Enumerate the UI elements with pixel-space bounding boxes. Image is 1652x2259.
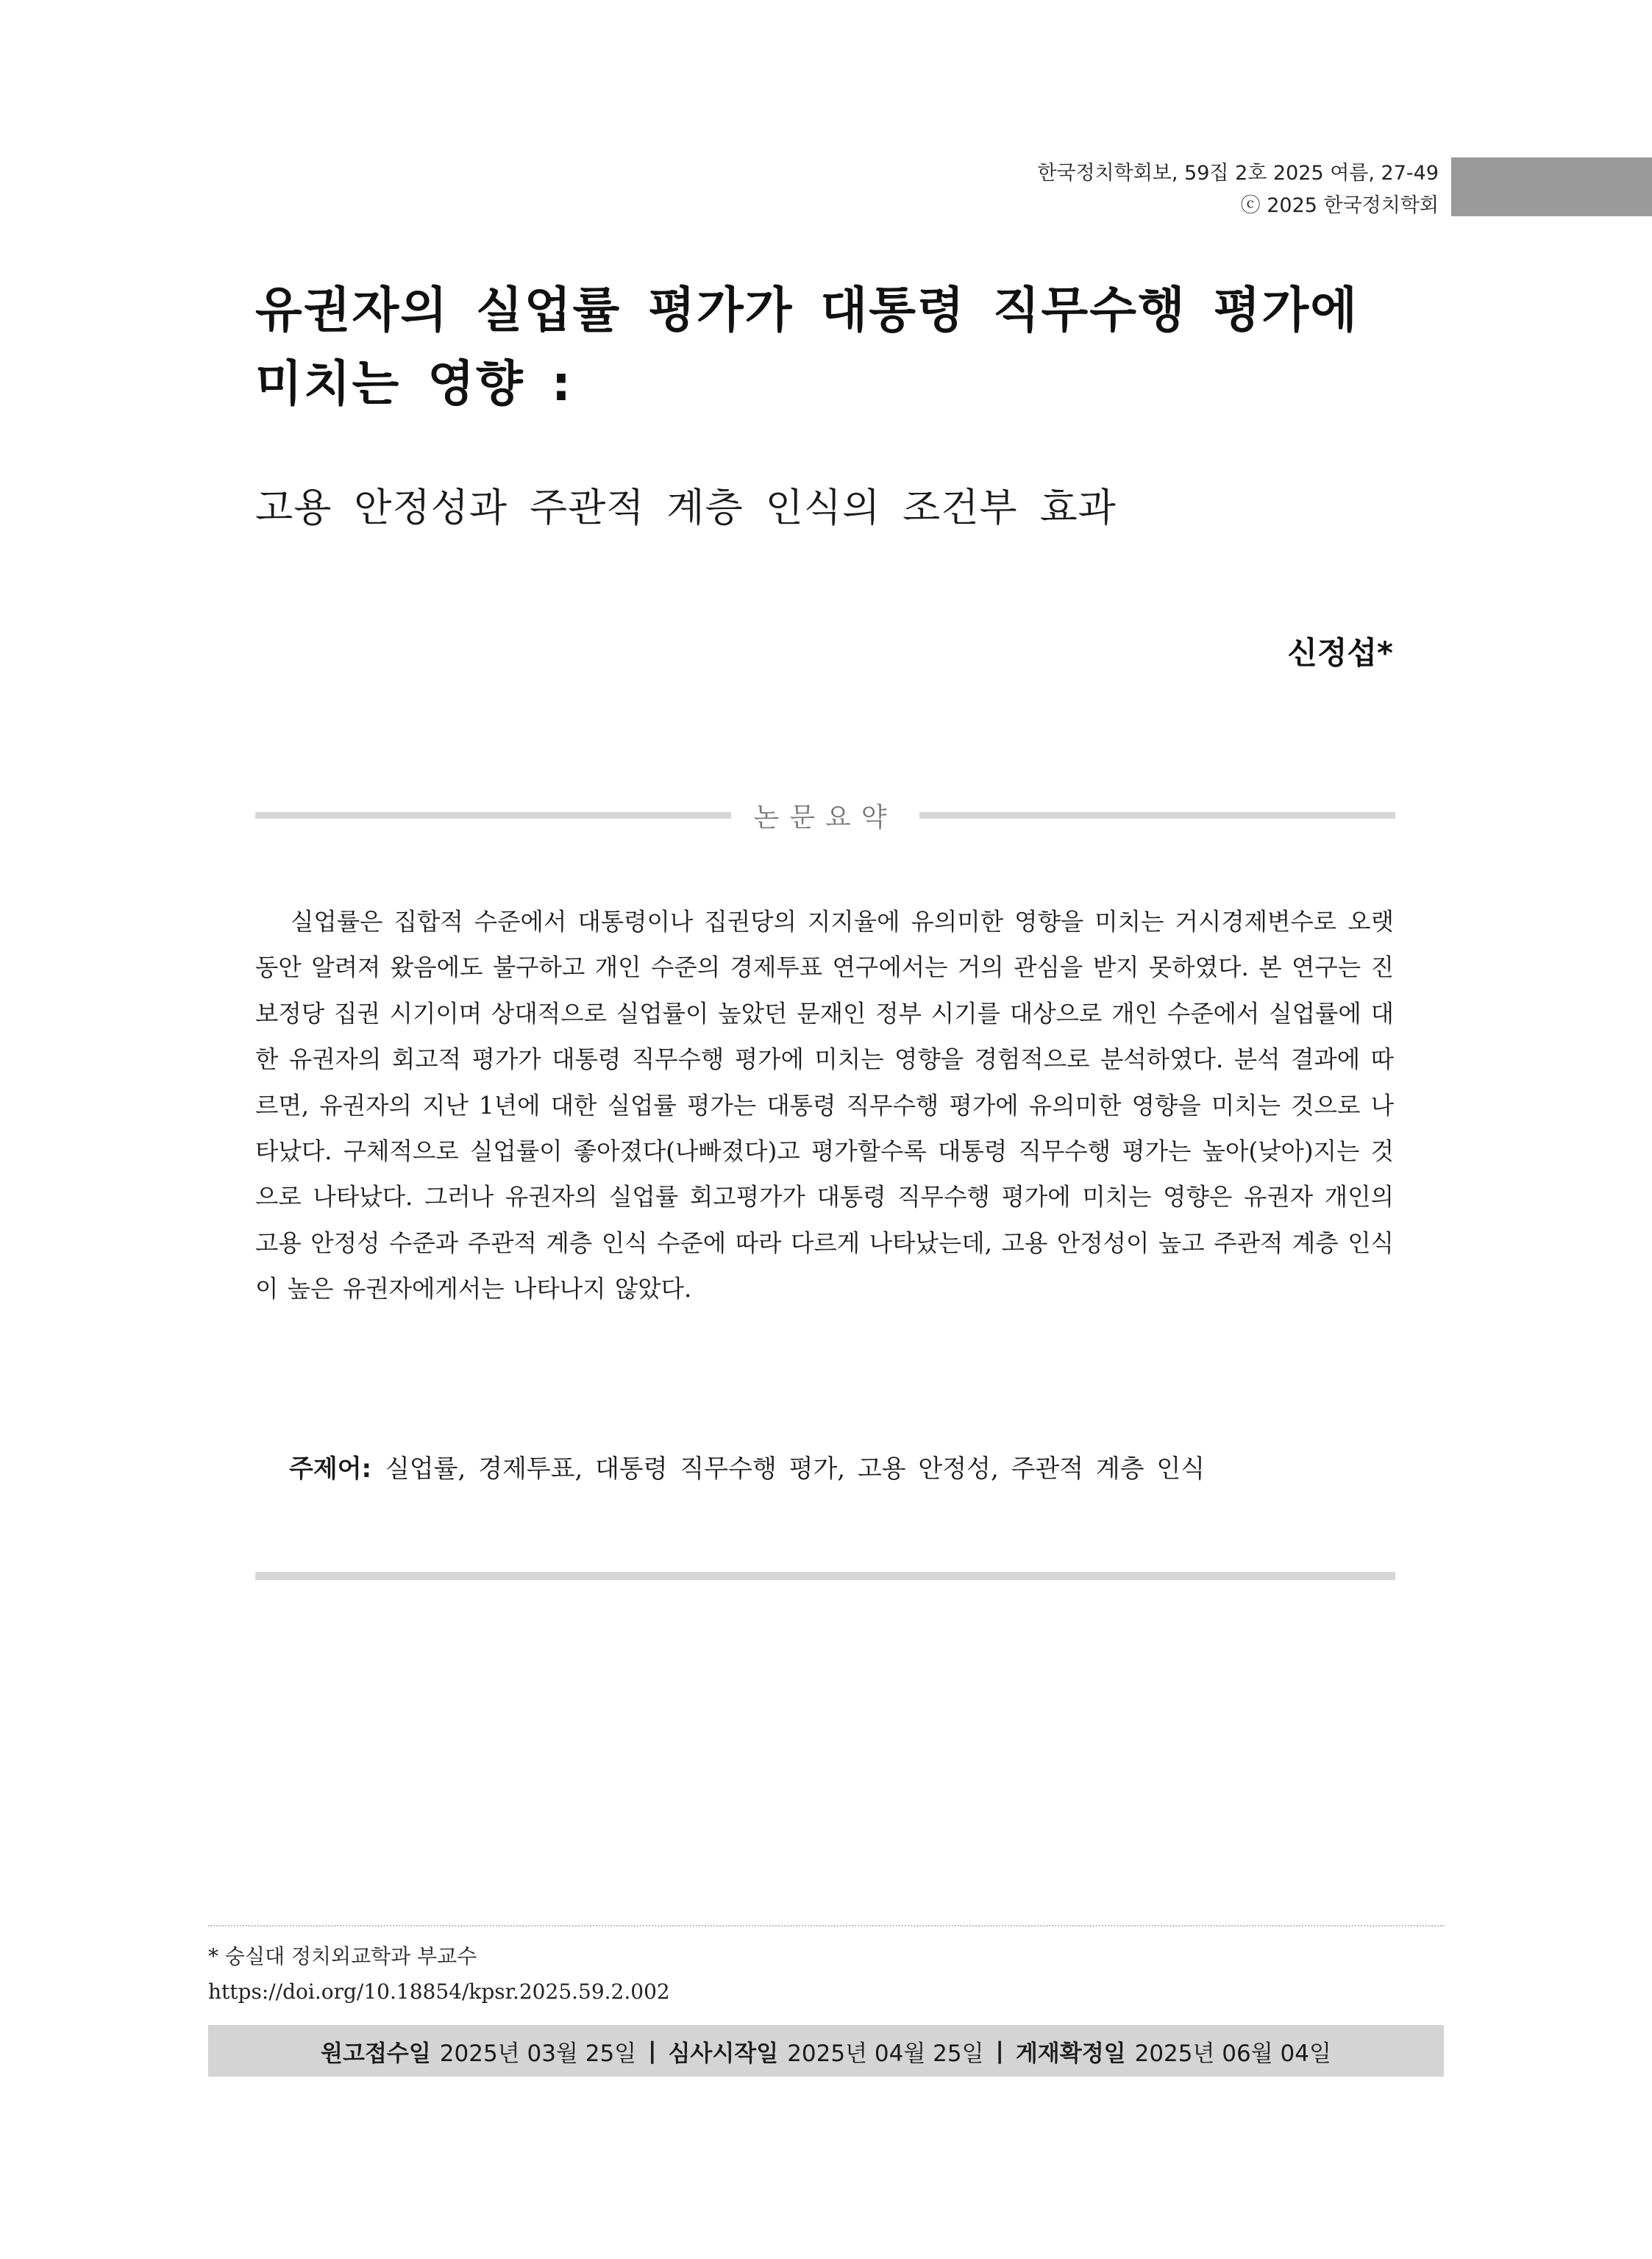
footnote-divider [208, 1925, 1444, 1927]
abstract-heading [255, 794, 1395, 836]
footnote [208, 1939, 670, 2010]
author-affiliation: * 숭실대 정치외교학과 부교수 [208, 1944, 477, 1968]
keywords [289, 1447, 1205, 1491]
review-label: 심사시작일 [668, 2040, 779, 2067]
abstract-end-rule [255, 1572, 1395, 1580]
accepted-label: 게재확정일 [1015, 2040, 1126, 2067]
accepted-date: 2025년 06월 04일 [1134, 2040, 1331, 2067]
date-separator: | [995, 2038, 1004, 2064]
journal-citation [1037, 157, 1439, 222]
copyright-line: ⓒ 2025 한국정치학회 [1240, 194, 1439, 217]
abstract-text: 실업률은 집합적 수준에서 대통령이나 집권당의 지지율에 유의미한 영향을 미치는 거시경제변수로 오랫동안 알려져 왔음에도 불구하고 개인 수준의 경제투표 연구에서는 거의 관심을 받지 못하였다. 본 연구는 진보정당 집권 시기이며 상대적으로 실업률이 높았던 문재인 정부 시기를 대상으로 개인 수준에서 실업률에 대한 유권자의 회고적 평가가 대통령 직무수행 평가에 미치는 영향을 경험적으로 분석하였다. 분석 결과에 따르면, 유권자의 지난 1년에 대한 실업률 평가는 대통령 직무수행 평가에 유의미한 영향을 미치는 것으로 나타났다. 구체적으로 실업률이 좋아졌다(나빠졌다)고 평가할수록 대통령 직무수행 평가는 높아(낮아)지는 것으로 나타났다. 그러나 유권자의 실업률 회고평가가 대통령 직무수행 평가에 미치는 영향은 유권자 개인의 고용 안정성 수준과 주관적 계층 인식 수준에 따라 다르게 나타났는데, 고용 안정성이 높고 주관적 계층 인식이 높은 유권자에게서는 나타나지 않았다. [255, 908, 1394, 1303]
received-label: 원고접수일 [321, 2040, 431, 2067]
keywords-list: 실업률, 경제투표, 대통령 직무수행 평가, 고용 안정성, 주관적 계층 인식 [385, 1454, 1206, 1484]
date-separator: | [648, 2038, 657, 2064]
doi-link[interactable]: https://doi.org/10.18854/kpsr.2025.59.2.002 [208, 1979, 670, 2004]
paper-subtitle: 고용 안정성과 주관적 계층 인식의 조건부 효과 [255, 485, 1117, 530]
header-tab-decoration [1451, 157, 1652, 216]
title-line-2: 미치는 영향 : [255, 355, 573, 412]
author-name: 신정섭* [1287, 635, 1393, 671]
review-date: 2025년 04월 25일 [787, 2040, 984, 2067]
abstract-rule-left [255, 812, 731, 819]
journal-line: 한국정치학회보, 59집 2호 2025 여름, 27-49 [1037, 162, 1439, 185]
abstract-heading-label: 논문요약 [753, 802, 897, 833]
title-line-1: 유권자의 실업률 평가가 대통령 직무수행 평가에 [255, 282, 1359, 338]
received-date: 2025년 03월 25일 [439, 2040, 637, 2067]
keywords-label: 주제어: [289, 1454, 372, 1484]
paper-title [255, 274, 1403, 421]
abstract-rule-right [919, 812, 1395, 819]
submission-dates-band [208, 2025, 1444, 2077]
